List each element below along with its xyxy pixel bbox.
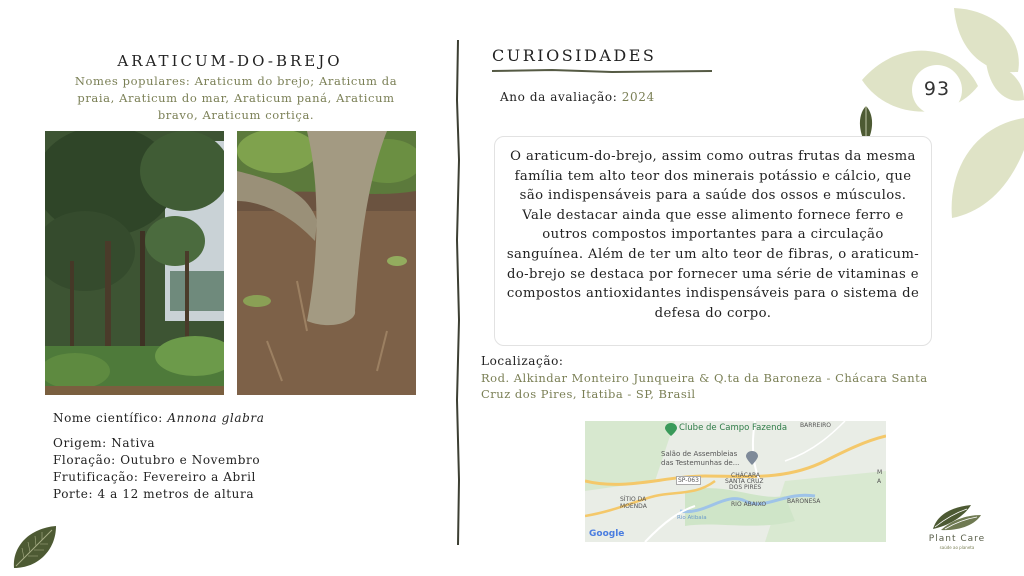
map-label-salao-1: Salão de Assembleias [661, 450, 738, 458]
brand-name: Plant Care [928, 534, 986, 544]
map-label-chacara-3: DOS PIRES [729, 484, 762, 491]
page-number: 93 [923, 78, 951, 100]
location-address: Rod. Alkindar Monteiro Junqueira & Q.ta da Baroneza - Chácara Santa Cruz dos Pires, Itatiba - SP, Brasil [481, 371, 928, 401]
curiosities-box [494, 136, 932, 346]
flowering: Floração: Outubro e Novembro [53, 453, 261, 467]
plant-title: ARATICUM-DO-BREJO [117, 52, 343, 70]
map-label-river: Rio Atibaia [677, 515, 707, 521]
tree-photo [45, 131, 224, 395]
evaluation-year [500, 90, 655, 104]
popular-names: Nomes populares: Araticum do brejo; Araticum da praia, Araticum do mar, Araticum paná, Araticum bravo, Araticum cortiça. [74, 74, 398, 122]
trunk-photo [237, 131, 416, 395]
map-label-salao-2: das Testemunhas de... [661, 459, 740, 467]
scientific-label: Nome científico: [53, 411, 163, 425]
map-label-chacara-2: SANTA CRUZ [725, 478, 764, 485]
location-map[interactable] [585, 421, 886, 542]
vertical-divider [454, 40, 462, 545]
plant-care-logo-icon [931, 503, 983, 533]
map-label-edge-a: A [877, 478, 882, 485]
google-logo: Google [589, 529, 625, 539]
leaf-shape [952, 118, 1024, 218]
origin: Origem: Nativa [53, 436, 156, 450]
map-label-edge-m: M [877, 469, 883, 476]
map-label-sitio-1: SÍTIO DA [620, 496, 647, 503]
map-label-chacara-1: CHÁCARA [731, 472, 761, 479]
location-label: Localização: [481, 354, 564, 368]
year-value: 2024 [621, 90, 655, 104]
scientific-name [53, 411, 264, 425]
plant-facts [53, 435, 260, 503]
map-label-club: Clube de Campo Fazenda [679, 423, 788, 433]
brand-tagline: saúde ao planeta [939, 545, 975, 550]
map-label-rio-abaixo: RIO ABAIXO [731, 501, 767, 508]
map-label-barreiro: BARREIRO [800, 422, 832, 429]
title-underline [492, 68, 712, 74]
map-label-sitio-2: MOENDA [620, 503, 647, 510]
decorative-leaf-bottom-left [10, 522, 60, 572]
scientific-name-value: Annona glabra [167, 411, 265, 425]
curiosities-title: CURIOSIDADES [492, 46, 657, 65]
map-label-baronesa: BARONESA [787, 498, 821, 505]
fruiting: Frutificação: Fevereiro a Abril [53, 470, 256, 484]
year-label: Ano da avaliação: [500, 90, 618, 104]
size: Porte: 4 a 12 metros de altura [53, 487, 255, 501]
curiosities-text: O araticum-do-brejo, assim como outras frutas da mesma família tem alto teor dos minerais potássio e cálcio, que são indispensáveis para a saúde dos ossos e músculos. Vale destacar ainda que esse alimento fornece ferro e outros compostos importantes para a circulação sanguínea. Além de ter um alto teor de fibras, o araticum-do-brejo se destaca por fornecer uma série de vitaminas e compostos antioxidantes indispensáveis para o sistema de defesa do corpo. [506, 149, 920, 321]
map-label-road: SP-063 [678, 477, 699, 484]
